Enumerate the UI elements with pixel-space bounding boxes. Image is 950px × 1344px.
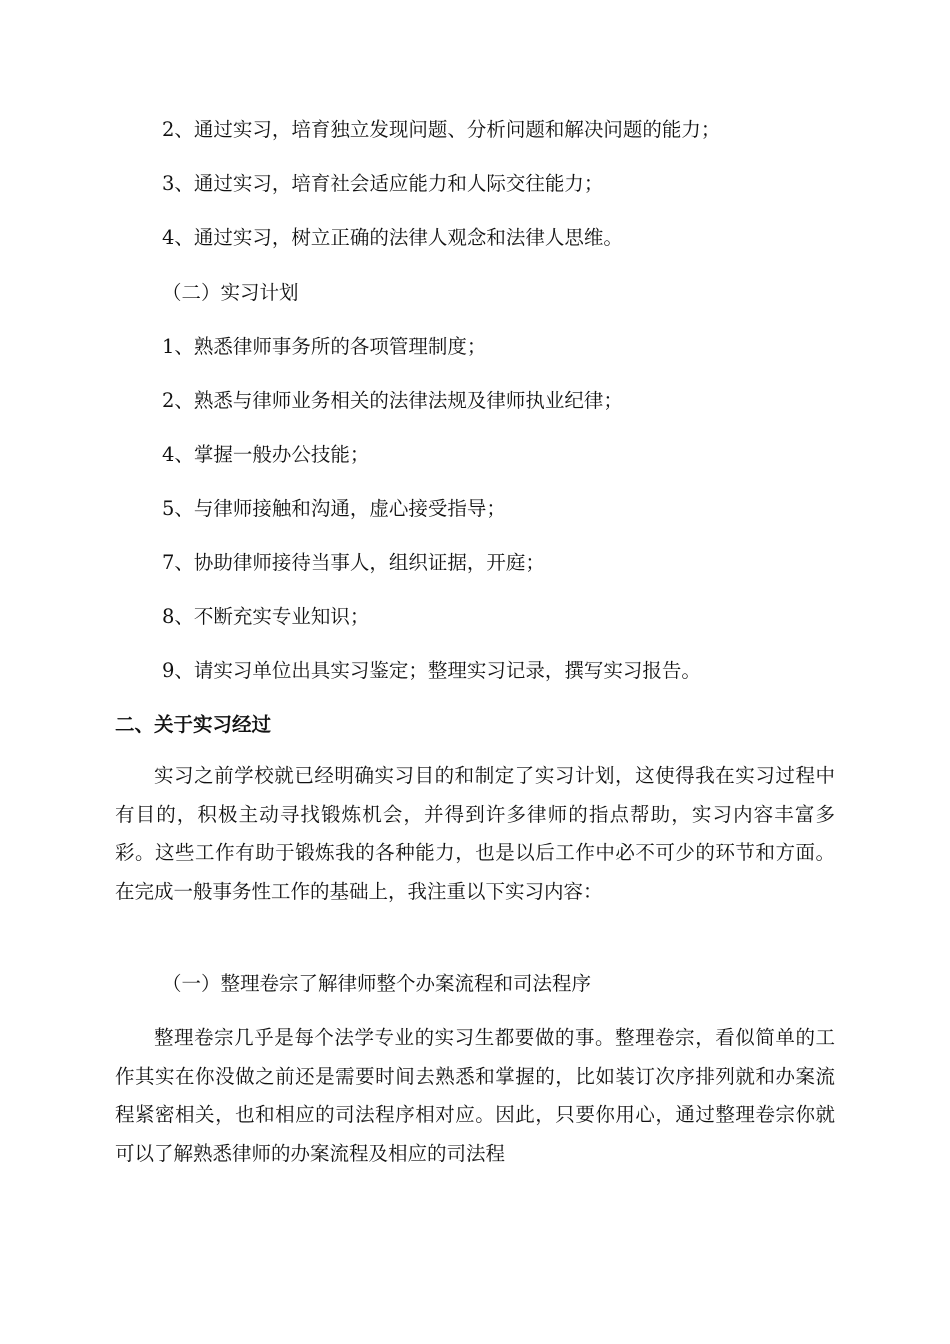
- goal-item-2: 2、通过实习，培育独立发现问题、分析问题和解决问题的能力；: [162, 118, 721, 141]
- goal-item-4: 4、通过实习，树立正确的法律人观念和法律人思维。: [162, 226, 623, 249]
- plan-item: 2、熟悉与律师业务相关的法律法规及律师执业纪律；: [162, 389, 623, 412]
- plan-item: 7、协助律师接待当事人，组织证据，开庭；: [162, 551, 545, 574]
- section-heading: 二、关于实习经过: [115, 713, 272, 736]
- plan-item: 1、熟悉律师事务所的各项管理制度；: [162, 335, 487, 358]
- plan-heading: （二）实习计划: [162, 281, 299, 304]
- plan-item: 5、与律师接触和沟通，虚心接受指导；: [162, 497, 506, 520]
- plan-item: 4、掌握一般办公技能；: [162, 443, 370, 466]
- goal-item-3: 3、通过实习，培育社会适应能力和人际交往能力；: [162, 172, 604, 195]
- plan-item: 9、请实习单位出具实习鉴定；整理实习记录，撰写实习报告。: [162, 659, 701, 682]
- body-paragraph: 整理卷宗几乎是每个法学专业的实习生都要做的事。整理卷宗，看似简单的工作其实在你没做之前还是需要时间去熟悉和掌握的，比如装订次序排列就和办案流程紧密相关，也和相应的司法程序相对应。因此，只要你用心，通过整理卷宗你就可以了解熟悉律师的办案流程及相应的司法程: [115, 1026, 835, 1165]
- plan-item: 8、不断充实专业知识；: [162, 605, 370, 628]
- subsection-heading: （一）整理卷宗了解律师整个办案流程和司法程序: [162, 972, 592, 995]
- body-paragraph: 实习之前学校就已经明确实习目的和制定了实习计划，这使得我在实习过程中有目的，积极主动寻找锻炼机会，并得到许多律师的指点帮助，实习内容丰富多彩。这些工作有助于锻炼我的各种能力，也是以后工作中必不可少的环节和方面。在完成一般事务性工作的基础上，我注重以下实习内容：: [115, 764, 835, 903]
